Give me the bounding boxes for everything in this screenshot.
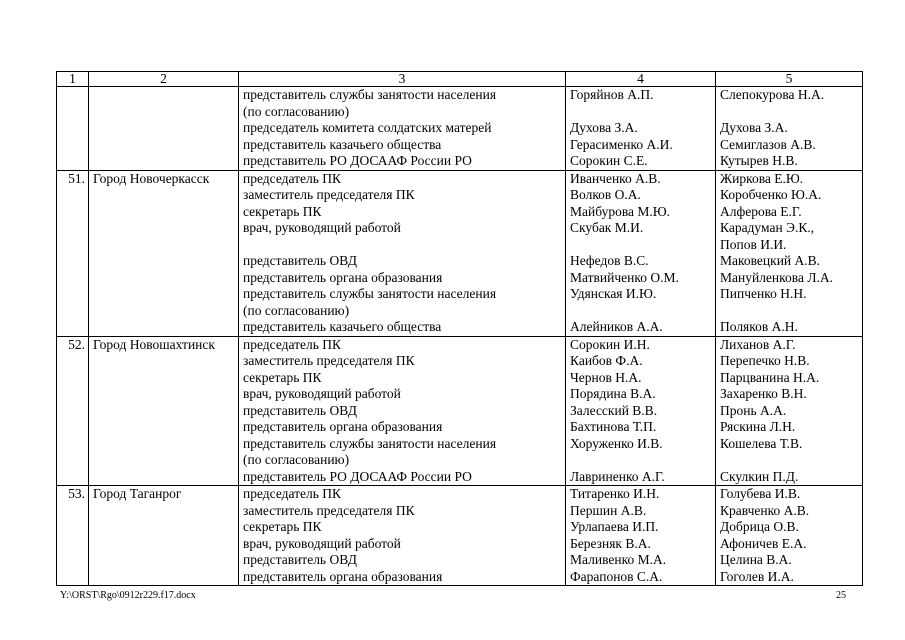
role-line: представитель службы занятости населения bbox=[243, 87, 497, 102]
role-line: представитель ОВД bbox=[243, 402, 357, 418]
member-name: Урлапаева И.П. bbox=[570, 519, 659, 534]
header-row bbox=[57, 72, 863, 87]
role-line: представитель ОВД bbox=[243, 552, 357, 567]
role-line: представитель ОВД bbox=[243, 253, 357, 268]
member-name: Семиглазов А.В. bbox=[720, 136, 816, 152]
member-name: Ряскина Л.Н. bbox=[720, 419, 796, 434]
row-number bbox=[57, 87, 89, 171]
city-name: Город Таганрог bbox=[89, 486, 239, 586]
member-name: Нефедов В.С. bbox=[570, 253, 649, 268]
member-name: Попов И.И. bbox=[720, 236, 787, 252]
member-name: Маковецкий А.В. bbox=[720, 253, 821, 268]
member-name: Кутырев Н.В. bbox=[720, 153, 798, 168]
city-name bbox=[89, 87, 239, 171]
primary-member-cell bbox=[566, 336, 716, 486]
member-name: Пронь А.А. bbox=[720, 402, 787, 418]
member-name: Алейников А.А. bbox=[570, 319, 663, 334]
member-name: Фарапонов С.А. bbox=[570, 568, 663, 584]
member-name: Лиханов А.Г. bbox=[720, 336, 796, 352]
primary-member-cell bbox=[566, 87, 716, 171]
role-line: представитель РО ДОСААФ России РО bbox=[243, 153, 472, 168]
member-name: Кошелева Т.В. bbox=[720, 435, 803, 451]
role-line: председатель ПК bbox=[243, 486, 342, 501]
member-name: Гоголев И.А. bbox=[720, 568, 794, 584]
reserve-member-cell bbox=[716, 87, 863, 171]
member-name bbox=[720, 452, 858, 469]
role-line: заместитель председателя ПК bbox=[243, 502, 415, 518]
member-name: Жиркова Е.Ю. bbox=[720, 170, 804, 186]
member-name: Пипченко Н.Н. bbox=[720, 286, 807, 301]
header-col-5: 5 bbox=[716, 72, 863, 87]
member-name: Мануйленкова Л.А. bbox=[720, 269, 833, 285]
table-row bbox=[57, 170, 863, 336]
member-name: Скубак М.И. bbox=[570, 220, 644, 235]
city-name: Город Новошахтинск bbox=[89, 336, 239, 486]
member-name: Слепокурова Н.А. bbox=[720, 87, 825, 102]
role-line: секретарь ПК bbox=[243, 203, 322, 219]
member-name bbox=[720, 303, 858, 320]
member-name: Коробченко Ю.А. bbox=[720, 187, 822, 202]
member-name: Березняк В.А. bbox=[570, 535, 651, 551]
role-line: представитель службы занятости населения bbox=[243, 286, 497, 301]
role-line: секретарь ПК bbox=[243, 369, 322, 385]
role-line: представитель казачьего общества bbox=[243, 136, 442, 152]
member-name: Каибов Ф.А. bbox=[570, 353, 643, 368]
row-number: 53. bbox=[57, 486, 89, 586]
table-row bbox=[57, 486, 863, 586]
role-line: представитель службы занятости населения bbox=[243, 435, 497, 451]
member-name: Парцванина Н.А. bbox=[720, 369, 820, 385]
member-name: Бахтинова Т.П. bbox=[570, 419, 657, 434]
row-number: 51. bbox=[57, 170, 89, 336]
role-line: (по согласованию) bbox=[243, 103, 350, 119]
member-name: Афоничев Е.А. bbox=[720, 535, 807, 551]
role-line: представитель РО ДОСААФ России РО bbox=[243, 468, 472, 484]
footer-file-path: Y:\ORST\Rgo\0912r229.f17.docx bbox=[60, 590, 196, 601]
member-name: Голубева И.В. bbox=[720, 486, 801, 501]
reserve-member-cell bbox=[716, 336, 863, 486]
member-name bbox=[570, 104, 711, 121]
member-name: Титаренко И.Н. bbox=[570, 486, 660, 501]
reserve-member-cell bbox=[716, 486, 863, 586]
member-name: Порядина В.А. bbox=[570, 386, 656, 401]
role-line: врач, руководящий работой bbox=[243, 535, 401, 551]
role-cell bbox=[239, 486, 566, 586]
member-name: Захаренко В.Н. bbox=[720, 386, 807, 401]
primary-member-cell bbox=[566, 486, 716, 586]
member-name: Сорокин С.Е. bbox=[570, 153, 648, 168]
member-name: Матвийченко О.М. bbox=[570, 269, 679, 285]
reserve-member-cell bbox=[716, 170, 863, 336]
member-name: Скулкин П.Д. bbox=[720, 468, 799, 484]
role-line: председатель ПК bbox=[243, 170, 342, 186]
member-name: Духова З.А. bbox=[570, 120, 638, 135]
member-name bbox=[720, 104, 858, 121]
member-name: Герасименко А.И. bbox=[570, 136, 673, 152]
role-line: (по согласованию) bbox=[243, 302, 350, 318]
header-col-3: 3 bbox=[239, 72, 566, 87]
role-line: врач, руководящий работой bbox=[243, 386, 401, 401]
role-line: представитель органа образования bbox=[243, 269, 443, 285]
table-row bbox=[57, 336, 863, 486]
member-name: Горяйнов А.П. bbox=[570, 87, 654, 102]
header-col-4: 4 bbox=[566, 72, 716, 87]
role-line: представитель органа образования bbox=[243, 568, 443, 584]
role-line: представитель органа образования bbox=[243, 419, 443, 434]
role-line: (по согласованию) bbox=[243, 452, 350, 467]
member-name bbox=[570, 237, 711, 254]
member-name: Чернов Н.А. bbox=[570, 369, 642, 385]
member-name: Удянская И.Ю. bbox=[570, 286, 657, 301]
member-name: Сорокин И.Н. bbox=[570, 336, 650, 352]
role-line: председатель комитета солдатских матерей bbox=[243, 120, 492, 135]
member-name: Волков О.А. bbox=[570, 187, 641, 202]
member-name: Маливенко М.А. bbox=[570, 552, 667, 567]
member-name: Добрица О.В. bbox=[720, 519, 799, 534]
city-name: Город Новочеркасск bbox=[89, 170, 239, 336]
member-name bbox=[570, 452, 711, 469]
header-col-1: 1 bbox=[57, 72, 89, 87]
role-line: врач, руководящий работой bbox=[243, 220, 401, 235]
role-line bbox=[243, 237, 561, 254]
role-cell bbox=[239, 87, 566, 171]
member-name: Целина В.А. bbox=[720, 552, 792, 567]
footer-page-number: 25 bbox=[836, 590, 846, 601]
row-number: 52. bbox=[57, 336, 89, 486]
primary-member-cell bbox=[566, 170, 716, 336]
table-row bbox=[57, 87, 863, 171]
member-name: Першин А.В. bbox=[570, 502, 647, 518]
role-line: председатель ПК bbox=[243, 336, 342, 352]
commission-table bbox=[56, 71, 863, 586]
member-name bbox=[570, 303, 711, 320]
role-line: заместитель председателя ПК bbox=[243, 187, 415, 202]
member-name: Иванченко А.В. bbox=[570, 170, 661, 186]
member-name: Лавриненко А.Г. bbox=[570, 468, 665, 484]
member-name: Хоруженко И.В. bbox=[570, 435, 663, 451]
member-name: Карадуман Э.К., bbox=[720, 220, 815, 235]
role-line: секретарь ПК bbox=[243, 519, 322, 534]
header-col-2: 2 bbox=[89, 72, 239, 87]
role-cell bbox=[239, 170, 566, 336]
member-name: Поляков А.Н. bbox=[720, 319, 798, 334]
role-cell bbox=[239, 336, 566, 486]
member-name: Алферова Е.Г. bbox=[720, 203, 802, 219]
role-line: представитель казачьего общества bbox=[243, 319, 442, 334]
member-name: Кравченко А.В. bbox=[720, 502, 810, 518]
role-line: заместитель председателя ПК bbox=[243, 353, 415, 368]
member-name: Духова З.А. bbox=[720, 120, 788, 135]
member-name: Перепечко Н.В. bbox=[720, 353, 810, 368]
member-name: Залесский В.В. bbox=[570, 402, 658, 418]
member-name: Майбурова М.Ю. bbox=[570, 203, 671, 219]
